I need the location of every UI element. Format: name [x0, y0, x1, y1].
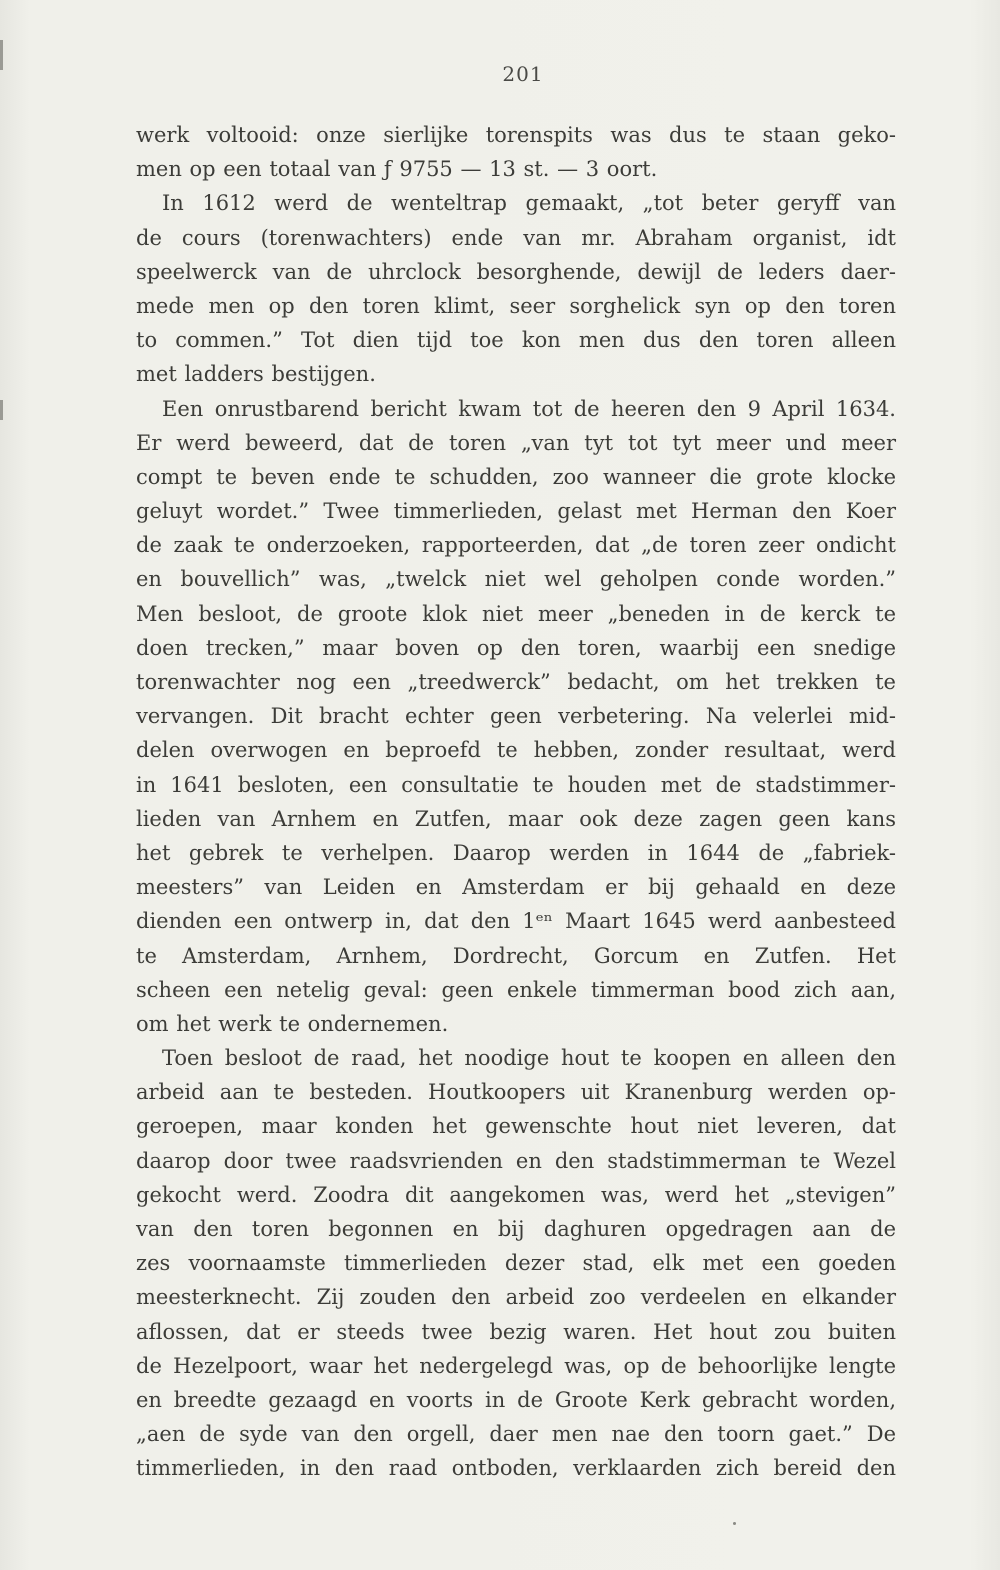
text-line: en bouvellich” was, „twelck niet wel geholpen conde worden.” [136, 567, 896, 592]
page-number: 201 [502, 62, 544, 86]
text-line: to commen.” Tot dien tijd toe kon men dus den toren alleen [136, 328, 896, 353]
body-text [136, 118, 896, 1486]
text-line: aflossen, dat er steeds twee bezig waren. Het hout zou buiten [136, 1319, 896, 1344]
text-line: Toen besloot de raad, het noodige hout te koopen en alleen den [162, 1046, 896, 1071]
text-line: te Amsterdam, Arnhem, Dordrecht, Gorcum en Zutfen. Het [136, 943, 896, 968]
text-line: „aen de syde van den orgell, daer men nae den toorn gaet.” De [136, 1422, 896, 1447]
text-line: geroepen, maar konden het gewenschte hout niet leveren, dat [136, 1114, 896, 1139]
text-line: Er werd beweerd, dat de toren „van tyt tot tyt meer und meer [136, 430, 896, 455]
text-line: daarop door twee raadsvrienden en den stadstimmerman te Wezel [136, 1148, 896, 1173]
text-line: Een onrustbarend bericht kwam tot de heeren den 9 April 1634. [162, 396, 896, 421]
text-line: speelwerck van de uhrclock besorghende, dewijl de leders daer- [136, 259, 896, 284]
text-line: in 1641 besloten, een consultatie te houden met de stadstimmer- [136, 772, 896, 797]
text-line: lieden van Arnhem en Zutfen, maar ook deze zagen geen kans [136, 806, 896, 831]
text-line: men op een totaal van ƒ 9755 — 13 st. — 3 oort. [136, 157, 658, 182]
text-line: Men besloot, de groote klok niet meer „beneden in de kerck te [136, 601, 896, 626]
text-line: In 1612 werd de wenteltrap gemaakt, „tot beter geryff van [162, 191, 896, 216]
text-line: meesterknecht. Zij zouden den arbeid zoo verdeelen en elkander [136, 1285, 896, 1310]
text-line: mede men op den toren klimt, seer sorghelick syn op den toren [136, 293, 896, 318]
scan-edge-mark [0, 400, 3, 420]
text-line: de Hezelpoort, waar het nedergelegd was, op de behoorlijke lengte [136, 1353, 896, 1378]
text-line: torenwachter nog een „treedwerck” bedacht, om het trekken te [136, 670, 896, 694]
text-line: compt te beven ende te schudden, zoo wanneer die grote klocke [136, 464, 896, 489]
text-line: scheen een netelig geval: geen enkele timmerman bood zich aan, [136, 977, 896, 1002]
text-line: en breedte gezaagd en voorts in de Groote Kerk gebracht worden, [136, 1387, 896, 1412]
text-line: de cours (torenwachters) ende van mr. Abraham organist, idt [136, 225, 896, 250]
text-line: timmerlieden, in den raad ontboden, verklaarden zich bereid den [136, 1456, 896, 1481]
text-line: van den toren begonnen en bij daghuren opgedragen aan de [136, 1217, 896, 1241]
text-line: doen trecken,” maar boven op den toren, waarbij een snedige [136, 635, 896, 660]
text-line: vervangen. Dit bracht echter geen verbetering. Na velerlei mid- [136, 704, 896, 729]
text-line: werk voltooid: onze sierlijke torenspits was dus te staan geko- [136, 123, 896, 147]
text-line: zes voornaamste timmerlieden dezer stad, elk met een goeden [136, 1251, 896, 1276]
text-line: het gebrek te verhelpen. Daarop werden in 1644 de „fabriek- [136, 840, 896, 865]
text-line: de zaak te onderzoeken, rapporteerden, dat „de toren zeer ondicht [136, 533, 896, 558]
text-line: delen overwogen en beproefd te hebben, zonder resultaat, werd [136, 738, 896, 763]
text-line: om het werk te ondernemen. [136, 1011, 449, 1036]
text-line: met ladders bestijgen. [136, 362, 376, 387]
paper-speck [733, 1522, 736, 1525]
text-line: arbeid aan te besteden. Houtkoopers uit Kranenburg werden op- [136, 1080, 896, 1105]
text-line: gekocht werd. Zoodra dit aangekomen was, werd het „stevigen” [136, 1182, 896, 1207]
text-line: dienden een ontwerp in, dat den 1ᵉⁿ Maart 1645 werd aanbesteed [136, 909, 896, 934]
text-line: meesters” van Leiden en Amsterdam er bij gehaald en deze [136, 875, 896, 900]
text-line: geluyt wordet.” Twee timmerlieden, gelast met Herman den Koer [136, 499, 896, 524]
